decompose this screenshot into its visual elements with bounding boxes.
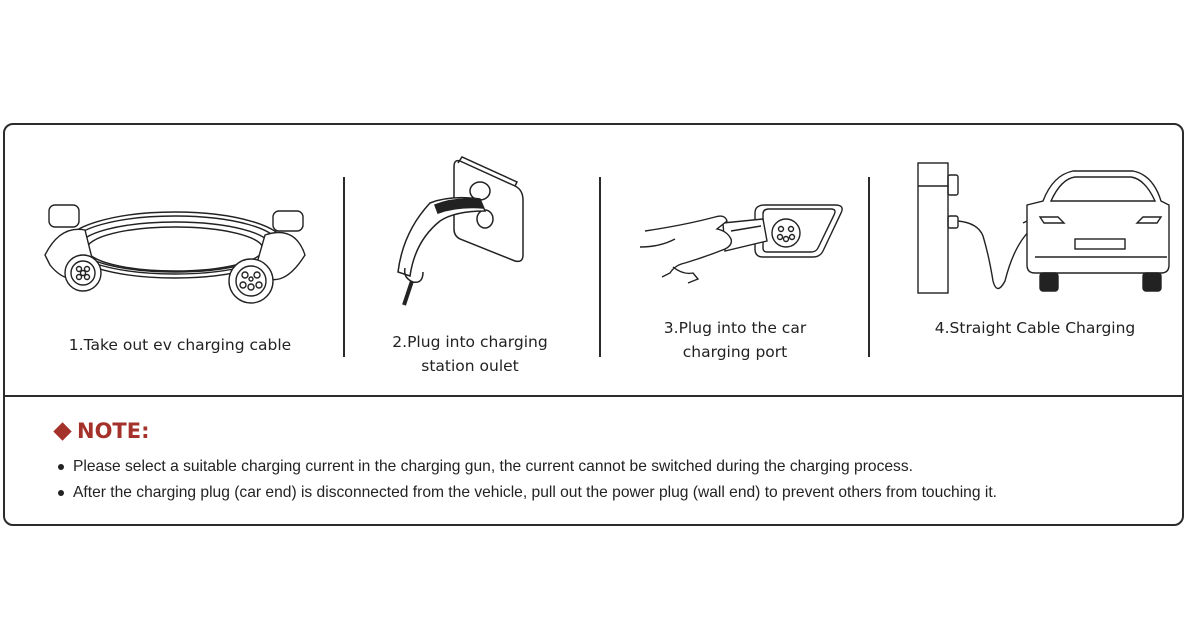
note-title: NOTE:	[77, 419, 150, 443]
step-1-label: 1.Take out ev charging cable	[68, 336, 292, 354]
step-divider	[868, 177, 870, 357]
step-4-label: 4.Straight Cable Charging	[934, 319, 1136, 337]
list-item: Please select a suitable charging current in the charging gun, the current cannot be switched during the charging process.	[55, 454, 997, 480]
note-list	[55, 454, 997, 506]
step-divider	[599, 177, 601, 357]
ev-charging-cable-icon	[35, 195, 315, 305]
step-3-label: 3.Plug into the car charging port	[663, 319, 807, 361]
steps-section	[5, 125, 1182, 395]
diamond-bullet-icon	[53, 422, 71, 440]
car-charging-port-icon	[635, 195, 850, 285]
step-divider	[343, 177, 345, 357]
section-divider	[5, 395, 1182, 397]
car-at-charging-station-icon	[915, 161, 1170, 301]
step-2-label: 2.Plug into charging station oulet	[392, 333, 548, 375]
list-item: After the charging plug (car end) is disconnected from the vehicle, pull out the power plug (wall end) to prevent others from touching it.	[55, 480, 997, 506]
note-heading	[54, 419, 150, 443]
instruction-card	[3, 123, 1184, 526]
wall-socket-plug-icon	[390, 153, 550, 308]
